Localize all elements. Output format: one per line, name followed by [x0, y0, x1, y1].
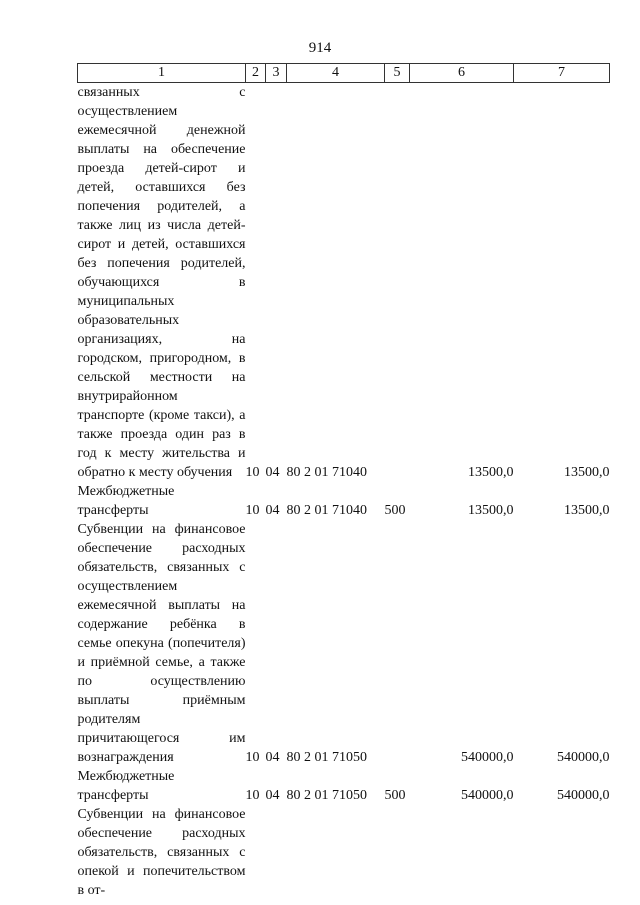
column-header: 1 — [78, 64, 246, 83]
budget-table — [77, 63, 610, 900]
row-target-article: 80 2 01 71050 — [286, 788, 367, 803]
row-target-article — [287, 805, 385, 900]
row-expense-type: 500 — [384, 788, 406, 803]
page-number: 914 — [308, 40, 332, 56]
row-amount-1: 540000,0 — [461, 750, 514, 765]
row-target-article: 80 2 01 71040 — [286, 465, 367, 480]
row-subsection: 04 — [265, 750, 280, 765]
table-row — [78, 482, 610, 520]
row-description: Межбюджетные трансферты — [77, 769, 175, 803]
row-amount-2: 540000,0 — [557, 788, 610, 803]
header-row — [78, 64, 610, 83]
row-subsection: 04 — [265, 465, 280, 480]
table-row — [78, 805, 610, 900]
row-amount-2: 540000,0 — [557, 750, 610, 765]
row-subsection: 04 — [265, 503, 280, 518]
row-description: Субвенции на финансовое обеспечение расходных обязательств, связанных с опекой и попечительством в от- — [77, 807, 246, 898]
row-section: 10 — [245, 503, 260, 518]
row-section: 10 — [245, 750, 260, 765]
column-header: 3 — [266, 64, 287, 83]
row-description: Субвенции на финансовое обеспечение расходных обязательств, связанных с осуществлением ежемесячной выплаты на содержание ребёнка в семье опекуна (попечителя) и приёмной семье, а также по осуществлению выплаты приёмным родителям причитающегося им вознаграждения — [77, 522, 246, 765]
row-subsection: 04 — [265, 788, 280, 803]
table-row — [78, 520, 610, 767]
row-amount-1: 13500,0 — [468, 465, 514, 480]
column-header: 4 — [287, 64, 385, 83]
row-target-article: 80 2 01 71040 — [286, 503, 367, 518]
row-amount-1 — [410, 805, 514, 900]
row-subsection — [266, 805, 287, 900]
row-expense-type — [385, 83, 410, 483]
table-row — [78, 767, 610, 805]
row-expense-type: 500 — [384, 503, 406, 518]
row-description: Межбюджетные трансферты — [77, 484, 175, 518]
column-header: 6 — [410, 64, 514, 83]
column-header: 2 — [246, 64, 266, 83]
row-section — [246, 805, 266, 900]
row-amount-2: 13500,0 — [564, 465, 610, 480]
row-section: 10 — [245, 788, 260, 803]
row-amount-2 — [514, 805, 610, 900]
row-amount-1: 540000,0 — [461, 788, 514, 803]
row-expense-type — [385, 520, 410, 767]
column-header: 5 — [385, 64, 410, 83]
row-expense-type — [385, 805, 410, 900]
row-amount-2: 13500,0 — [564, 503, 610, 518]
row-amount-1: 13500,0 — [468, 503, 514, 518]
row-description: связанных с осуществлением ежемесячной денежной выплаты на обеспечение проезда детей-сирот и детей, оставшихся без попечения родителей, а также лиц из числа детей-сирот и детей, оставшихся без попечения родителей, обучающихся в муниципальных образовательных организациях, на городском, пригородном, в сельской местности на внутрирайонном транспорте (кроме такси), а также проезда один раз в год к месту жительства и обратно к месту обучения — [77, 85, 246, 480]
table-row — [78, 83, 610, 483]
row-section: 10 — [245, 465, 260, 480]
column-header: 7 — [514, 64, 610, 83]
row-target-article: 80 2 01 71050 — [286, 750, 367, 765]
